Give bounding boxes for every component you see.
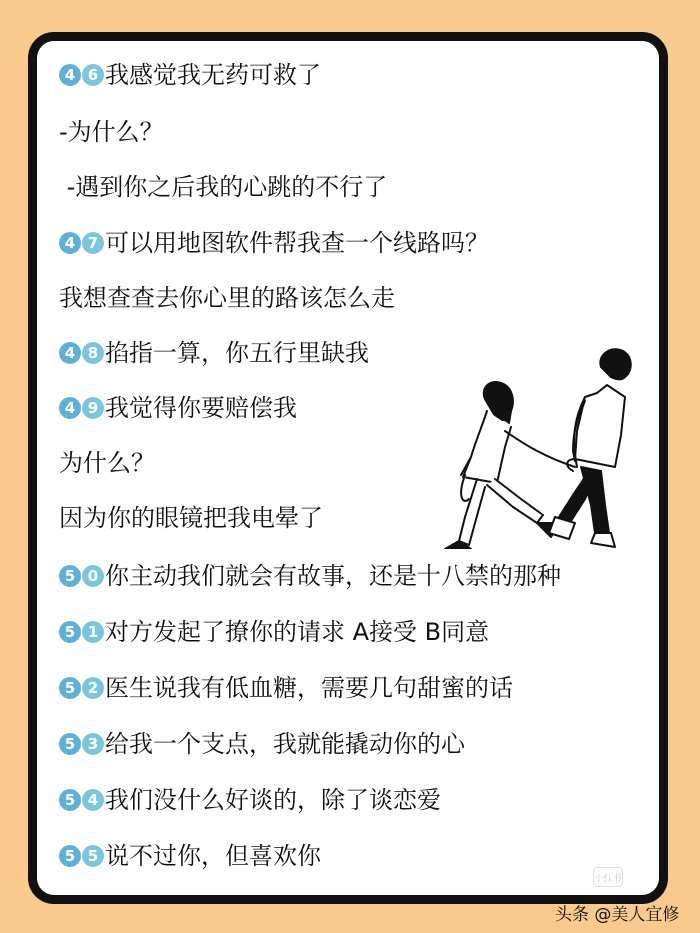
content-card [28, 32, 668, 904]
number-badge: 5 [59, 565, 81, 587]
watermark-logo: 小红书 [593, 867, 623, 887]
number-badge: 5 [59, 789, 81, 811]
number-badge: 5 [59, 621, 81, 643]
text-line [59, 170, 387, 204]
text-line [59, 446, 155, 480]
text-line [59, 391, 297, 425]
text-line [59, 115, 164, 149]
watermark-toutiao: 头条 @美人宜修 [555, 905, 680, 925]
line-text: 给我一个支点，我就能撬动你的心 [105, 730, 465, 758]
line-text: 为什么？ [59, 449, 155, 477]
text-line [59, 783, 441, 817]
number-badge: 0 [82, 565, 104, 587]
line-text: 我感觉我无药可救了 [105, 61, 321, 89]
number-badge: 2 [82, 677, 104, 699]
number-badge: 4 [82, 789, 104, 811]
number-badge: 9 [82, 397, 104, 419]
number-badge: 4 [59, 342, 81, 364]
number-badge: 3 [82, 733, 104, 755]
number-badge: 1 [82, 621, 104, 643]
text-line [59, 281, 395, 315]
text-line [59, 727, 465, 761]
line-text: 我想查查去你心里的路该怎么走 [59, 284, 395, 312]
text-line [59, 501, 323, 535]
number-badge: 7 [82, 232, 104, 254]
text-line [59, 839, 321, 873]
line-text: 说不过你，但喜欢你 [105, 842, 321, 870]
number-badge: 5 [59, 733, 81, 755]
number-badge: 4 [59, 397, 81, 419]
line-text: 你主动我们就会有故事，还是十八禁的那种 [105, 562, 561, 590]
number-badge: 5 [59, 845, 81, 867]
text-line [59, 58, 321, 92]
text-line [59, 671, 513, 705]
line-text: 因为你的眼镜把我电晕了 [59, 504, 323, 532]
watermark-xhs-id: 小红书号: 5947151390 [497, 895, 641, 904]
line-text: -为什么？ [59, 118, 164, 146]
line-text: 我们没什么好谈的，除了谈恋爱 [105, 786, 441, 814]
text-line [59, 336, 369, 370]
line-text: 掐指一算，你五行里缺我 [105, 339, 369, 367]
number-badge: 6 [82, 64, 104, 86]
line-text: 我觉得你要赔偿我 [105, 394, 297, 422]
line-text: 可以用地图软件帮我查一个线路吗？ [105, 229, 489, 257]
line-text: 对方发起了撩你的请求 A接受 B同意 [105, 618, 490, 646]
number-badge: 4 [59, 64, 81, 86]
number-badge: 4 [59, 232, 81, 254]
line-text: 医生说我有低血糖，需要几句甜蜜的话 [105, 674, 513, 702]
couple-illustration [425, 327, 635, 549]
text-line [59, 226, 489, 260]
number-badge: 5 [59, 677, 81, 699]
line-text: -遇到你之后我的心跳的不行了 [59, 173, 388, 201]
number-badge: 8 [82, 342, 104, 364]
text-line [59, 559, 561, 593]
number-badge: 5 [82, 845, 104, 867]
text-line [59, 615, 489, 649]
